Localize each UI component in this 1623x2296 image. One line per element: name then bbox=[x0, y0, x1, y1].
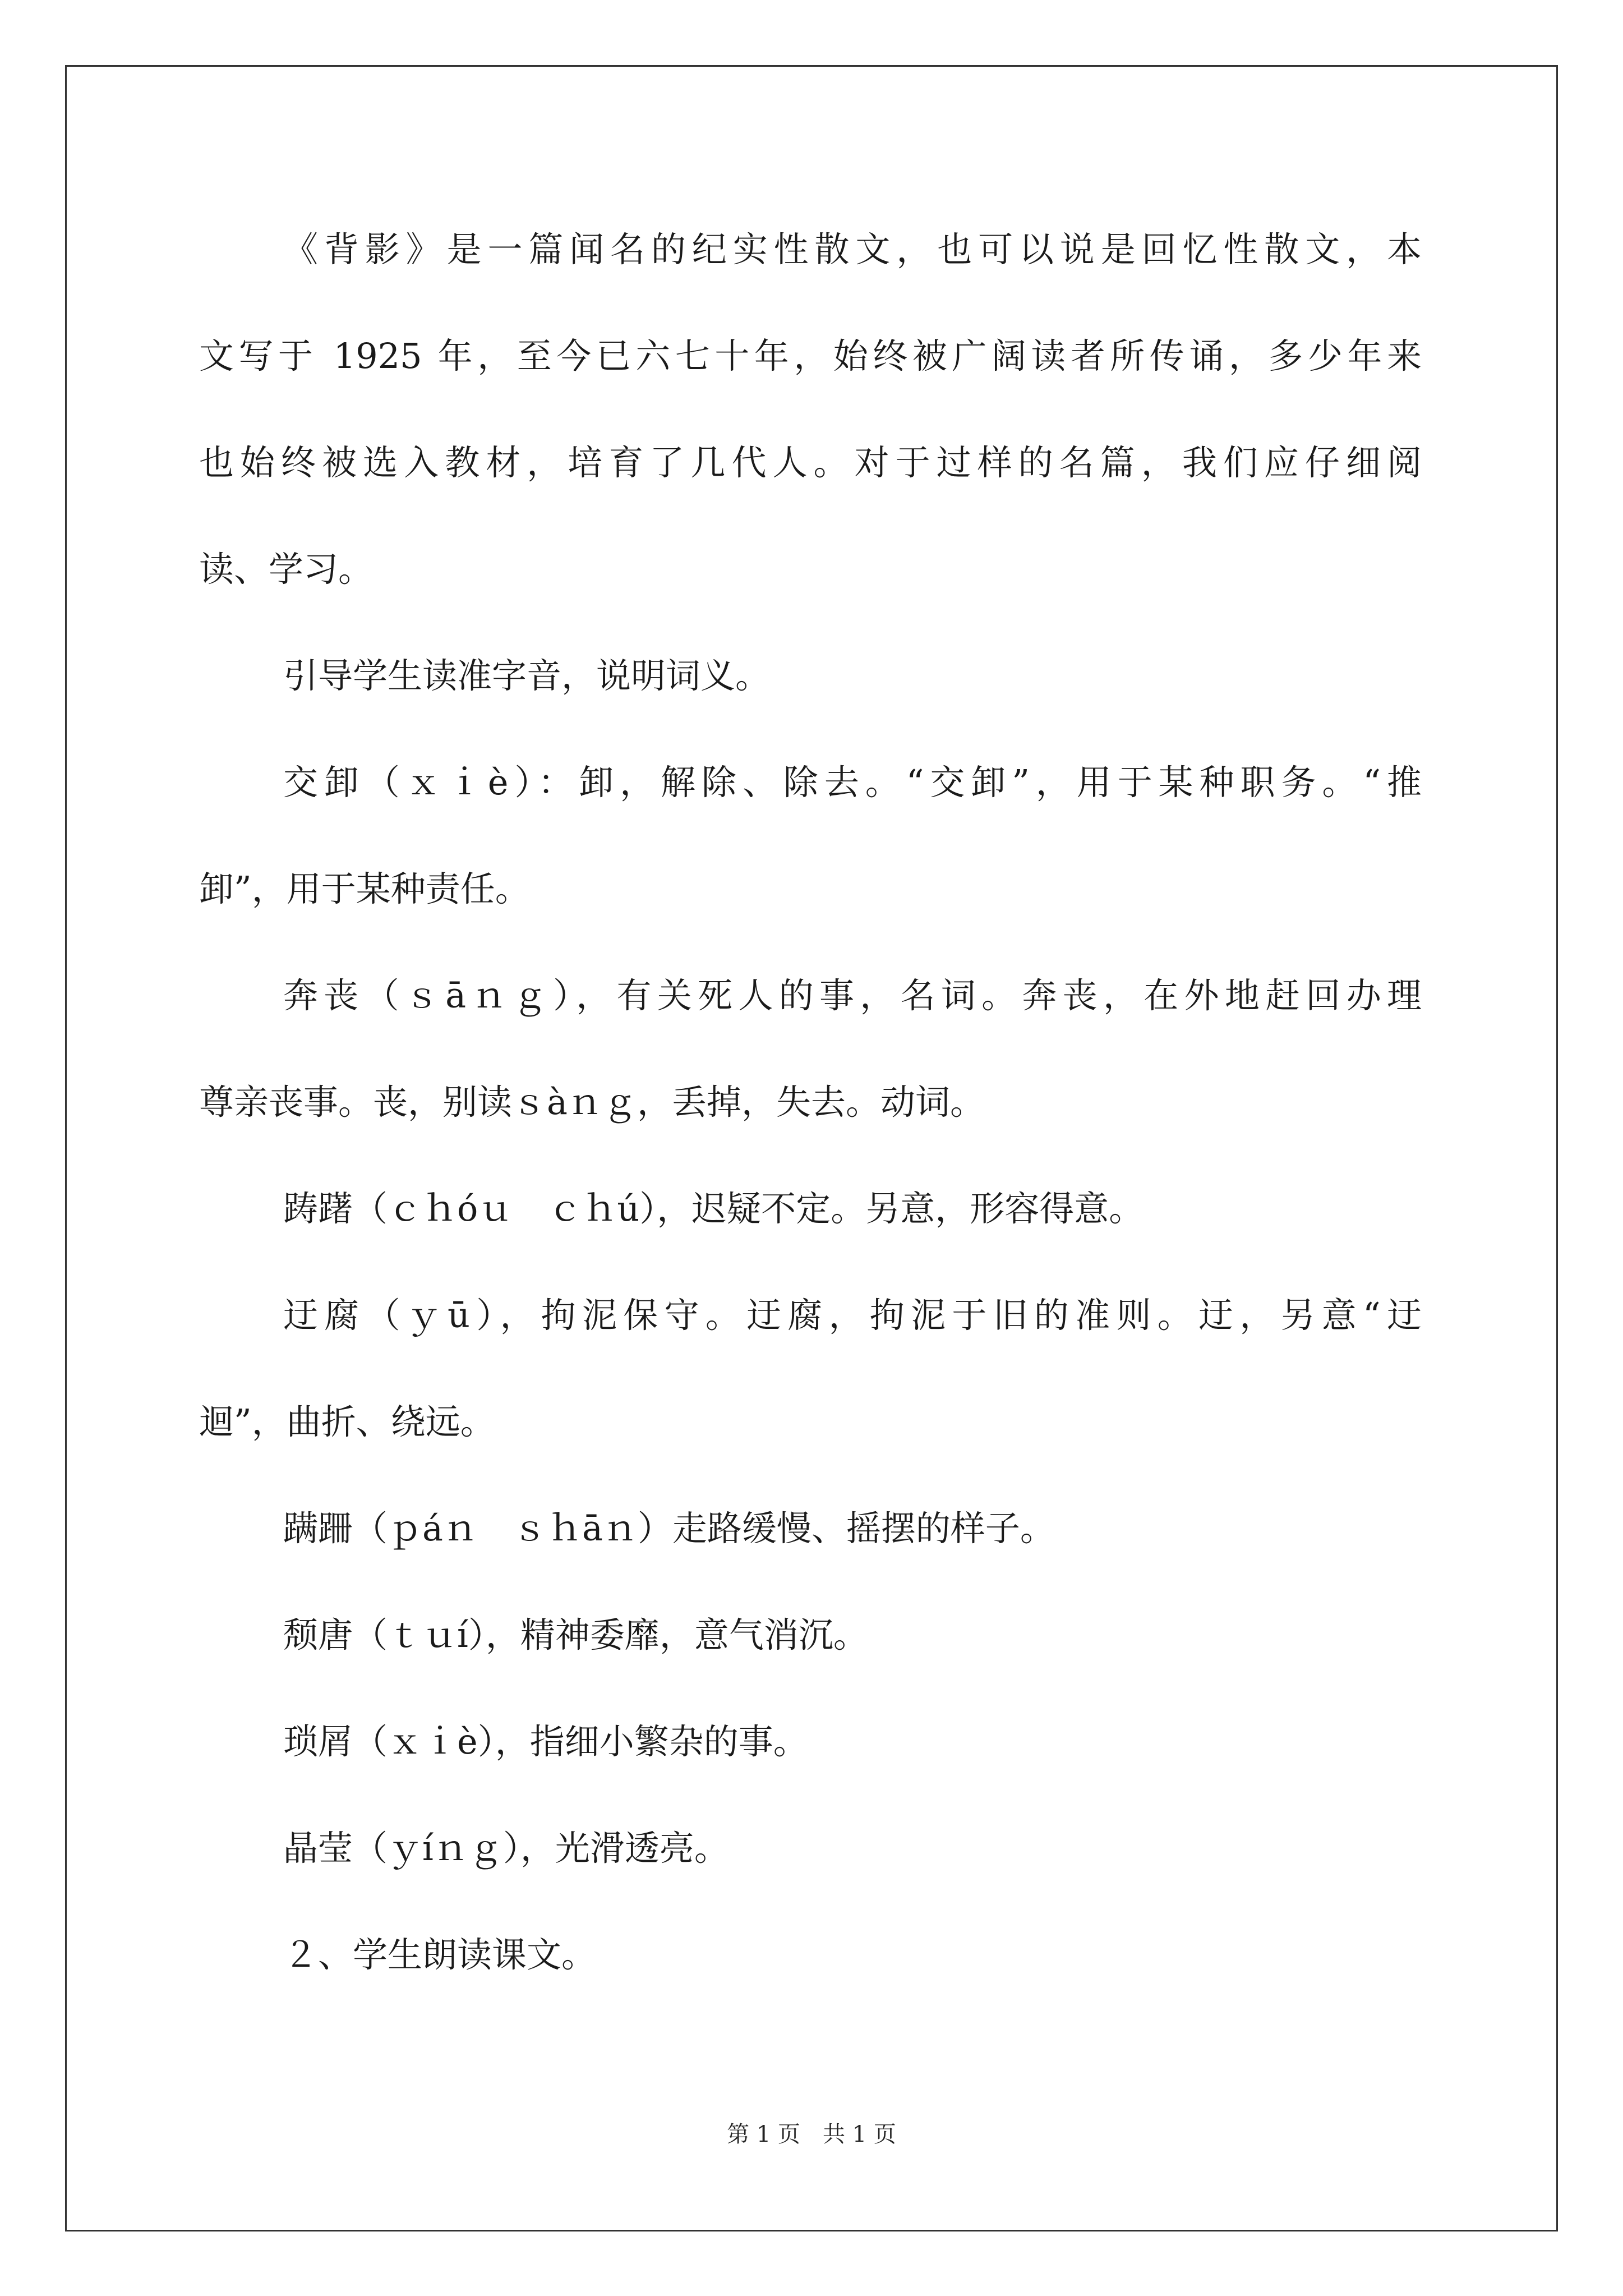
text-line: 颓唐（ｔｕí），精神委靡，意气消沉。 bbox=[283, 1614, 868, 1655]
paragraph bbox=[199, 1717, 1422, 1767]
paragraph bbox=[199, 1184, 1422, 1234]
text-line: 引导学生读准字音，说明词义。 bbox=[283, 655, 771, 696]
text-line: 尊亲丧事。丧，别读ｓàｎｇ，丢掉，失去。动词。 bbox=[199, 1082, 985, 1122]
text-line: ２、学生朗读课文。 bbox=[283, 1934, 597, 1975]
text-line: 踌躇（ｃｈóｕ ｃｈú），迟疑不定。另意，形容得意。 bbox=[283, 1188, 1144, 1229]
text-line: 琐屑（ｘｉè），指细小繁杂的事。 bbox=[283, 1721, 808, 1762]
paragraph bbox=[199, 224, 1422, 595]
text-line: 读、学习。 bbox=[199, 549, 374, 590]
text-line: 文写于 1925 年，至今已六七十年，始终被广阔读者所传诵，多少年来 bbox=[199, 335, 1422, 376]
document-body bbox=[199, 224, 1422, 2036]
paragraph bbox=[199, 1610, 1422, 1660]
text-line: 迴”，曲折、绕远。 bbox=[199, 1401, 495, 1442]
paragraph bbox=[199, 1503, 1422, 1554]
paragraph bbox=[199, 651, 1422, 701]
text-line: 迂腐（ｙū），拘泥保守。迂腐，拘泥于旧的准则。迂，另意“迂 bbox=[283, 1295, 1422, 1336]
text-line: 晶莹（ｙíｎｇ），光滑透亮。 bbox=[283, 1828, 729, 1869]
paragraph bbox=[199, 757, 1422, 914]
text-line: 交卸（ｘｉè）：卸，解除、除去。“交卸”，用于某种职务。“推 bbox=[283, 762, 1422, 803]
text-line: 奔丧（ｓāｎｇ），有关死人的事，名词。奔丧，在外地赶回办理 bbox=[283, 975, 1422, 1016]
text-line: 《背影》是一篇闻名的纪实性散文，也可以说是回忆性散文，本 bbox=[283, 229, 1422, 270]
paragraph bbox=[199, 970, 1422, 1128]
text-line: 也始终被选入教材，培育了几代人。对于过样的名篇，我们应仔细阅 bbox=[199, 442, 1422, 483]
page-number-footer: 第 1 页 共 1 页 bbox=[727, 2122, 896, 2147]
text-line: 蹒跚（ｐáｎ ｓｈāｎ）走路缓慢、摇摆的样子。 bbox=[283, 1508, 1055, 1549]
text-line: 卸”，用于某种责任。 bbox=[199, 868, 530, 909]
paragraph bbox=[199, 1823, 1422, 1874]
paragraph bbox=[199, 1290, 1422, 1447]
paragraph bbox=[199, 1930, 1422, 1980]
